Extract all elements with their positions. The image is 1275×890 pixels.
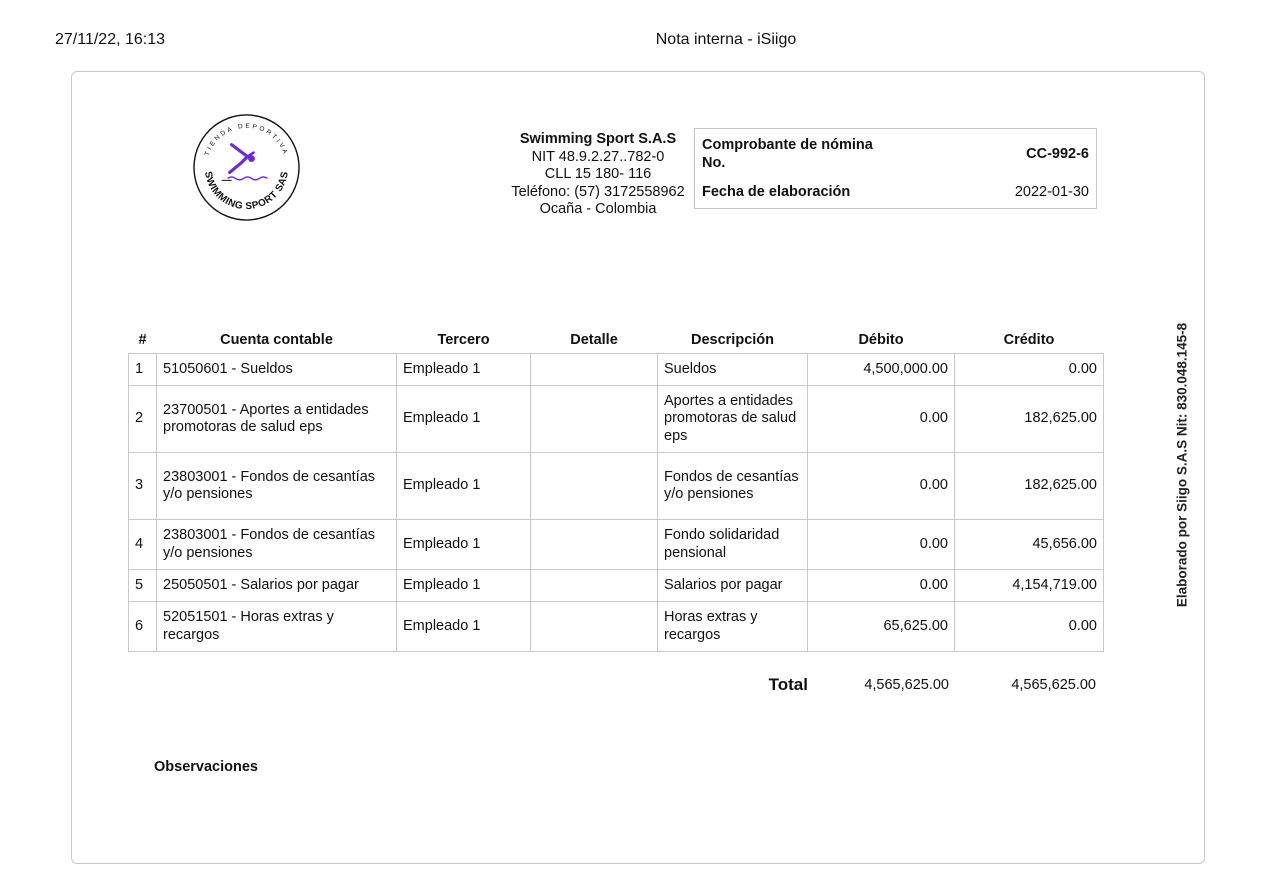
row-number: 6 — [129, 602, 157, 652]
table-row — [129, 386, 1104, 453]
description-cell: Horas extras y recargos — [658, 602, 808, 652]
company-city: Ocaña - Colombia — [539, 201, 657, 218]
row-number: 4 — [129, 520, 157, 570]
table-row — [129, 570, 1104, 602]
col-header-credit: Crédito — [1003, 332, 1055, 348]
swimmer-icon — [222, 145, 268, 181]
col-header-description: Descripción — [691, 332, 774, 348]
credit-cell: 0.00 — [955, 602, 1104, 652]
detail-cell — [531, 520, 658, 570]
company-name: Swimming Sport S.A.S — [519, 131, 677, 147]
col-header-account: Cuenta contable — [220, 332, 333, 348]
description-cell: Fondo solidaridad pensional — [658, 520, 808, 570]
third-party-cell: Empleado 1 — [397, 570, 531, 602]
table-row — [129, 354, 1104, 386]
debit-cell: 65,625.00 — [808, 602, 955, 652]
debit-cell: 0.00 — [808, 520, 955, 570]
credit-cell: 182,625.00 — [955, 453, 1104, 520]
row-number: 2 — [129, 386, 157, 453]
document-info-box — [694, 128, 1097, 209]
third-party-cell: Empleado 1 — [397, 602, 531, 652]
row-number: 5 — [129, 570, 157, 602]
account-cell: 25050501 - Salarios por pagar — [157, 570, 397, 602]
debit-cell: 4,500,000.00 — [808, 354, 955, 386]
third-party-cell: Empleado 1 — [397, 520, 531, 570]
total-label: Total — [768, 675, 808, 694]
document-date: 2022-01-30 — [1014, 184, 1089, 200]
company-logo — [192, 113, 301, 222]
svg-text:TIENDA DEPORTIVA — [204, 123, 290, 157]
account-cell: 23803001 - Fondos de cesantías y/o pensiones — [157, 520, 397, 570]
table-row — [129, 520, 1104, 570]
account-cell: 23803001 - Fondos de cesantías y/o pensiones — [157, 453, 397, 520]
description-cell: Fondos de cesantías y/o pensiones — [658, 453, 808, 520]
company-phone: Teléfono: (57) 3172558962 — [511, 183, 685, 200]
row-number: 3 — [129, 453, 157, 520]
debit-cell: 0.00 — [808, 453, 955, 520]
document-number: CC-992-6 — [1026, 146, 1089, 162]
third-party-cell: Empleado 1 — [397, 453, 531, 520]
observations-label: Observaciones — [154, 759, 258, 775]
table-row — [129, 453, 1104, 520]
account-cell: 52051501 - Horas extras y recargos — [157, 602, 397, 652]
credit-cell: 4,154,719.00 — [955, 570, 1104, 602]
document-date-label: Fecha de elaboración — [702, 184, 851, 200]
debit-cell: 0.00 — [808, 386, 955, 453]
print-page-title: Nota interna - iSiigo — [655, 31, 797, 48]
document-type-label: Comprobante de nómina No. — [702, 137, 873, 171]
generated-by-text: Elaborado por Siigo S.A.S Nit: 830.048.145-8 — [1174, 322, 1190, 608]
third-party-cell: Empleado 1 — [397, 386, 531, 453]
description-cell: Salarios por pagar — [658, 570, 808, 602]
col-header-debit: Débito — [858, 332, 904, 348]
account-cell: 51050601 - Sueldos — [157, 354, 397, 386]
col-header-third-party: Tercero — [437, 332, 490, 348]
logo-top-text: TIENDA DEPORTIVA — [203, 122, 290, 157]
description-cell: Sueldos — [658, 354, 808, 386]
description-cell: Aportes a entidades promotoras de salud eps — [658, 386, 808, 453]
table-header-row — [129, 327, 1104, 354]
detail-cell — [531, 602, 658, 652]
row-number: 1 — [129, 354, 157, 386]
credit-cell: 0.00 — [955, 354, 1104, 386]
detail-cell — [531, 570, 658, 602]
third-party-cell: Empleado 1 — [397, 354, 531, 386]
debit-cell: 0.00 — [808, 570, 955, 602]
table-row — [129, 602, 1104, 652]
detail-cell — [531, 453, 658, 520]
total-debit: 4,565,625.00 — [864, 677, 949, 693]
detail-cell — [531, 386, 658, 453]
detail-cell — [531, 354, 658, 386]
company-address: CLL 15 180- 116 — [544, 166, 652, 183]
print-date: 27/11/22, 16:13 — [55, 31, 166, 48]
col-header-detail: Detalle — [570, 332, 618, 348]
company-nit: NIT 48.9.2.27..782-0 — [531, 148, 665, 165]
accounting-entries-table — [128, 327, 1104, 652]
col-header-number: # — [138, 332, 147, 348]
credit-cell: 182,625.00 — [955, 386, 1104, 453]
credit-cell: 45,656.00 — [955, 520, 1104, 570]
company-info — [503, 131, 693, 219]
account-cell: 23700501 - Aportes a entidades promotoras de salud eps — [157, 386, 397, 453]
logo-bottom-text: SWIMMING SPORT SAS — [202, 170, 291, 213]
total-credit: 4,565,625.00 — [1011, 677, 1096, 693]
